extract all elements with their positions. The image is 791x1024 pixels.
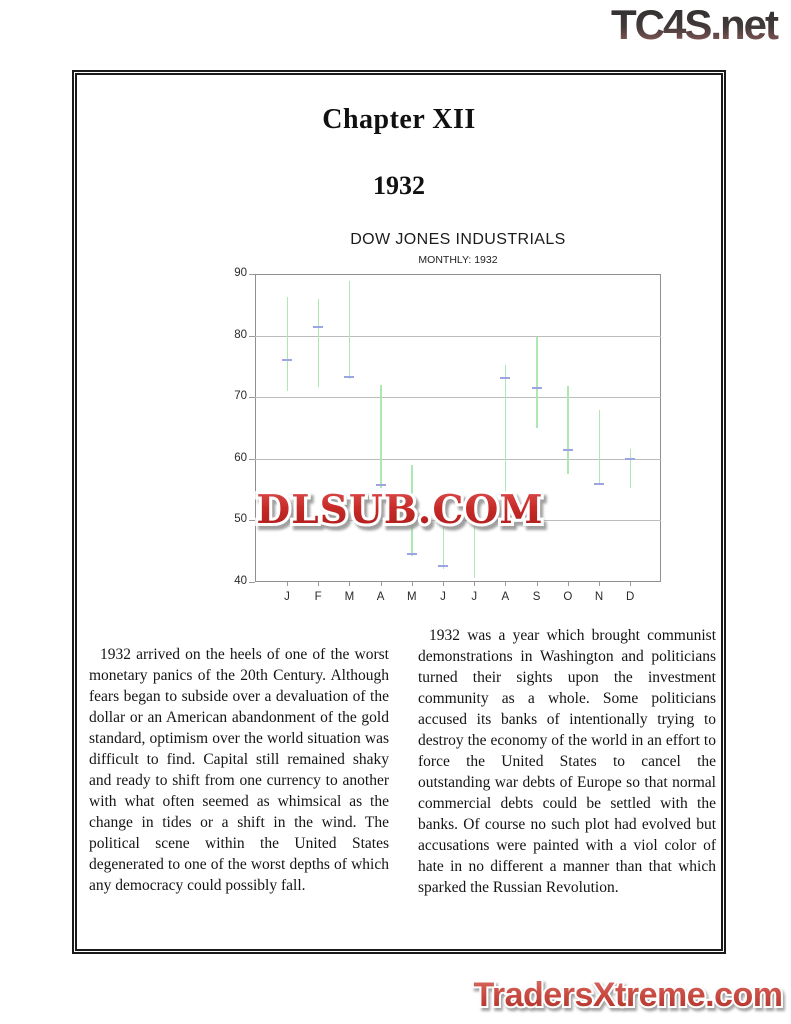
close-tick xyxy=(594,483,604,485)
price-range-bar xyxy=(380,385,382,488)
chart-title: DOW JONES INDUSTRIALS xyxy=(350,231,566,248)
gridline xyxy=(255,459,661,460)
x-axis-label: J xyxy=(440,591,446,603)
x-axis-label: O xyxy=(563,591,573,603)
y-axis-label: 50 xyxy=(234,513,247,526)
close-tick xyxy=(407,553,417,555)
x-axis-tick xyxy=(443,582,444,586)
x-axis-label: M xyxy=(407,591,417,603)
close-tick xyxy=(438,565,448,567)
x-axis-tick xyxy=(568,582,569,586)
y-axis-tick xyxy=(249,336,255,337)
x-axis-label: S xyxy=(532,591,541,603)
y-axis-tick xyxy=(249,582,255,583)
year-heading: 1932 xyxy=(373,171,425,200)
y-axis-label: 60 xyxy=(234,451,247,464)
chapter-heading: Chapter XII xyxy=(322,104,476,135)
dlsub-watermark xyxy=(232,476,568,542)
close-tick xyxy=(500,377,510,379)
x-axis-label: J xyxy=(284,591,290,603)
x-axis-tick xyxy=(630,582,631,586)
close-tick xyxy=(532,387,542,389)
y-axis-tick xyxy=(249,274,255,275)
close-tick xyxy=(282,359,292,361)
chart-subtitle: MONTHLY: 1932 xyxy=(418,254,498,266)
price-range-bar xyxy=(318,299,320,387)
body-text-right-column: 1932 was a year which brought communist demonstrations in Washington and politicians turned their sights upon the investment community as a whole. Some politicians accused its banks of intentionally trying to destroy the economy of the world in an effort to force the United States to cancel the outstanding war debts of Europe so that normal commercial debts could be settled with the banks. Of course no such plot had evolved but accusations were painted with a viol color of hate in no different a manner than that which sparked the Russian Revolution. xyxy=(418,627,716,896)
x-axis-label: D xyxy=(626,591,635,603)
price-range-bar xyxy=(349,281,351,378)
gridline xyxy=(255,336,661,337)
gridline xyxy=(255,397,661,398)
tc4s-logo xyxy=(596,0,791,50)
dlsub-watermark-text: DLSUB.COM xyxy=(256,487,544,533)
price-range-bar xyxy=(630,449,632,488)
close-tick xyxy=(625,458,635,460)
y-axis-tick xyxy=(249,397,255,398)
y-axis-label: 90 xyxy=(234,267,247,279)
x-axis-tick xyxy=(599,582,600,586)
tradersxtreme-logo-text: TradersXtreme.com xyxy=(473,976,783,1014)
close-tick xyxy=(344,376,354,378)
y-axis-label: 70 xyxy=(234,390,247,403)
x-axis-tick xyxy=(318,582,319,586)
tradersxtreme-logo xyxy=(462,972,791,1022)
price-range-bar xyxy=(567,386,569,474)
page-content xyxy=(72,70,726,954)
x-axis-label: J xyxy=(471,591,478,603)
y-axis-label: 40 xyxy=(234,575,247,587)
x-axis-tick xyxy=(287,582,288,586)
close-tick xyxy=(563,449,573,451)
x-axis-tick xyxy=(349,582,350,586)
price-range-bar xyxy=(536,337,538,428)
x-axis-label: A xyxy=(376,591,385,603)
y-axis-tick xyxy=(249,459,255,460)
price-range-bar xyxy=(599,410,601,486)
price-range-bar xyxy=(287,297,289,391)
x-axis-label: N xyxy=(594,591,604,603)
y-axis-label: 80 xyxy=(234,328,247,341)
close-tick xyxy=(313,326,323,328)
x-axis-label: A xyxy=(501,591,510,603)
tc4s-logo-text: TC4S.net xyxy=(610,1,778,48)
x-axis-tick xyxy=(381,582,382,586)
x-axis-tick xyxy=(412,582,413,586)
x-axis-label: M xyxy=(344,591,355,603)
x-axis-label: F xyxy=(314,591,322,603)
body-text-left-column: 1932 arrived on the heels of one of the worst monetary panics of the 20th Century. Although fears began to subside over a devaluation of the dollar or an American abandonment of the gold standard, optimism over the world situation was difficult to find. Capital still remained shaky and ready to shift from one currency to another with what often seemed as whimsical as the change in tides or a shift in the wind. The political scene within the United States degenerated to one of the worst depths of which any democracy could possibly fall. xyxy=(89,646,389,894)
x-axis-tick xyxy=(505,582,506,586)
x-axis-tick xyxy=(474,582,475,586)
x-axis-tick xyxy=(537,582,538,586)
